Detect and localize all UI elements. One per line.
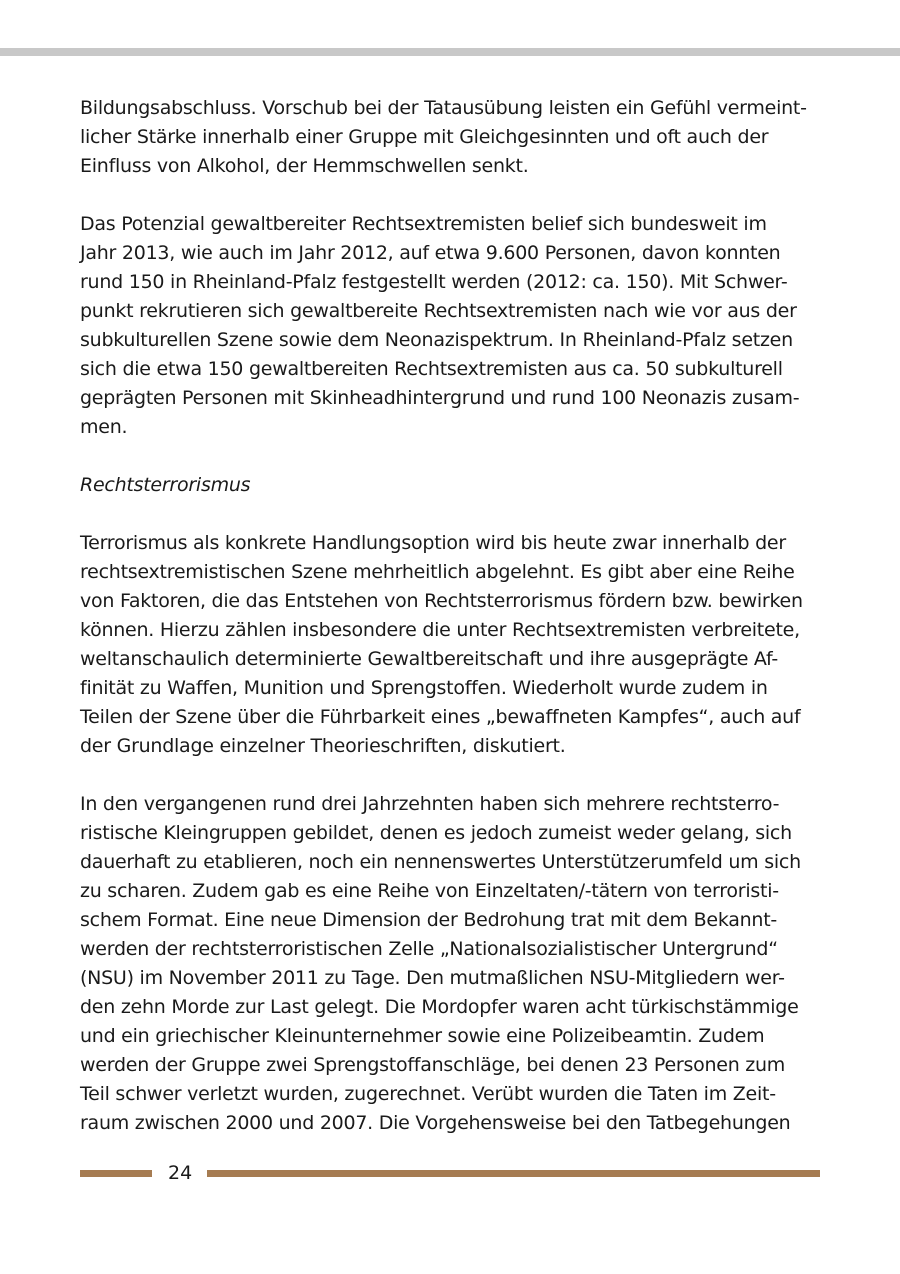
- text-line: Bildungsabschluss. Vorschub bei der Tatausübung leisten ein Gefühl vermeint-: [80, 97, 807, 119]
- top-rule: [0, 48, 900, 56]
- page-number: 24: [168, 1162, 193, 1184]
- text-line: den zehn Morde zur Last gelegt. Die Mordopfer waren acht türkischstämmige: [80, 996, 799, 1018]
- text-line: Einfluss von Alkohol, der Hemmschwellen senkt.: [80, 155, 529, 177]
- text-line: werden der rechtsterroristischen Zelle „Nationalsozialistischer Untergrund“: [80, 938, 778, 960]
- text-line: Teilen der Szene über die Führbarkeit eines „bewaffneten Kampfes“, auch auf: [80, 706, 801, 728]
- text-line: raum zwischen 2000 und 2007. Die Vorgehensweise bei den Tatbegehungen: [80, 1112, 791, 1134]
- text-line: rechtsextremistischen Szene mehrheitlich abgelehnt. Es gibt aber eine Reihe: [80, 561, 795, 583]
- text-line: sich die etwa 150 gewaltbereiten Rechtsextremisten aus ca. 50 subkulturell: [80, 358, 783, 380]
- text-line: von Faktoren, die das Entstehen von Rechtsterrorismus fördern bzw. bewirken: [80, 590, 803, 612]
- text-line: In den vergangenen rund drei Jahrzehnten haben sich mehrere rechtsterro-: [80, 793, 780, 815]
- text-line: Terrorismus als konkrete Handlungsoption wird bis heute zwar innerhalb der: [80, 532, 786, 554]
- text-line: subkulturellen Szene sowie dem Neonazispektrum. In Rheinland-Pfalz setzen: [80, 329, 793, 351]
- section-heading-text: Rechtsterrorismus: [80, 474, 251, 496]
- page-body: [80, 94, 820, 1138]
- text-line: licher Stärke innerhalb einer Gruppe mit Gleichgesinnten und oft auch der: [80, 126, 769, 148]
- paragraph: [80, 790, 820, 1138]
- text-line: Jahr 2013, wie auch im Jahr 2012, auf etwa 9.600 Personen, davon konnten: [80, 242, 781, 264]
- page-footer: [80, 1160, 820, 1186]
- text-line: der Grundlage einzelner Theorieschriften, diskutiert.: [80, 735, 566, 757]
- paragraph-gap: [80, 181, 820, 210]
- footer-rule-right: [207, 1170, 820, 1177]
- paragraph-gap: [80, 442, 820, 471]
- text-line: und ein griechischer Kleinunternehmer sowie eine Polizeibeamtin. Zudem: [80, 1025, 765, 1047]
- paragraph: [80, 529, 820, 761]
- text-line: weltanschaulich determinierte Gewaltbereitschaft und ihre ausgeprägte Af-: [80, 648, 779, 670]
- text-line: ristische Kleingruppen gebildet, denen es jedoch zumeist weder gelang, sich: [80, 822, 792, 844]
- text-line: können. Hierzu zählen insbesondere die unter Rechtsextremisten verbreitete,: [80, 619, 800, 641]
- paragraph: [80, 210, 820, 442]
- text-line: (NSU) im November 2011 zu Tage. Den mutmaßlichen NSU-Mitgliedern wer-: [80, 967, 785, 989]
- paragraph: [80, 94, 820, 181]
- text-line: zu scharen. Zudem gab es eine Reihe von Einzeltaten/-tätern von terroristi-: [80, 880, 779, 902]
- text-line: finität zu Waffen, Munition und Sprengstoffen. Wiederholt wurde zudem in: [80, 677, 768, 699]
- text-line: Das Potenzial gewaltbereiter Rechtsextremisten belief sich bundesweit im: [80, 213, 767, 235]
- paragraph-gap: [80, 500, 820, 529]
- text-line: schem Format. Eine neue Dimension der Bedrohung trat mit dem Bekannt-: [80, 909, 778, 931]
- text-line: Teil schwer verletzt wurden, zugerechnet. Verübt wurden die Taten im Zeit-: [80, 1083, 776, 1105]
- text-line: geprägten Personen mit Skinheadhintergrund und rund 100 Neonazis zusam-: [80, 387, 800, 409]
- paragraph-gap: [80, 761, 820, 790]
- text-line: werden der Gruppe zwei Sprengstoffanschläge, bei denen 23 Personen zum: [80, 1054, 786, 1076]
- section-heading: [80, 471, 820, 500]
- text-line: men.: [80, 416, 128, 438]
- text-line: dauerhaft zu etablieren, noch ein nennenswertes Unterstützerumfeld um sich: [80, 851, 801, 873]
- text-line: rund 150 in Rheinland-Pfalz festgestellt werden (2012: ca. 150). Mit Schwer-: [80, 271, 788, 293]
- text-line: punkt rekrutieren sich gewaltbereite Rechtsextremisten nach wie vor aus der: [80, 300, 797, 322]
- footer-rule-left: [80, 1170, 152, 1177]
